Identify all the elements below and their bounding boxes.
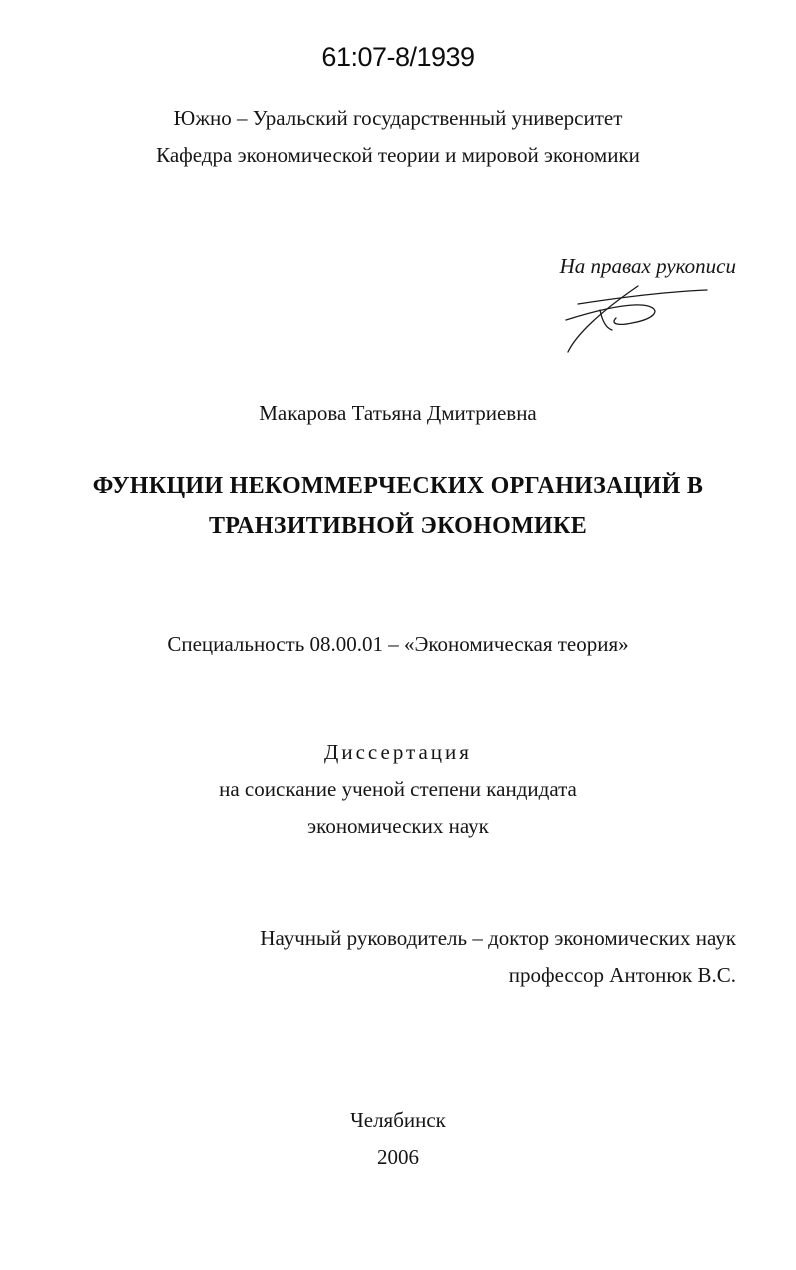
advisor-line-2: профессор Антонюк В.С. [508,963,736,987]
dissertation-title-line-2: ТРАНЗИТИВНОЙ ЭКОНОМИКЕ [208,513,588,539]
handwritten-signature [560,280,710,360]
document-type: Диссертация [324,740,472,764]
year: 2006 [377,1145,419,1169]
specialty: Специальность 08.00.01 – «Экономическая теория» [167,632,629,656]
city: Челябинск [350,1108,446,1132]
advisor-line-1: Научный руководитель – доктор экономических наук [260,926,736,950]
dissertation-title-line-1: ФУНКЦИИ НЕКОММЕРЧЕСКИХ ОРГАНИЗАЦИЙ В [92,473,704,499]
archive-code: 61:07-8/1939 [321,42,475,72]
manuscript-rights-note: На правах рукописи [559,254,736,278]
degree-purpose-line-1: на соискание ученой степени кандидата [219,777,577,801]
author-name: Макарова Татьяна Дмитриевна [259,401,537,425]
university-name: Южно – Уральский государственный университет [173,106,623,130]
department-name: Кафедра экономической теории и мировой экономики [156,143,640,167]
degree-purpose-line-2: экономических наук [307,814,489,838]
